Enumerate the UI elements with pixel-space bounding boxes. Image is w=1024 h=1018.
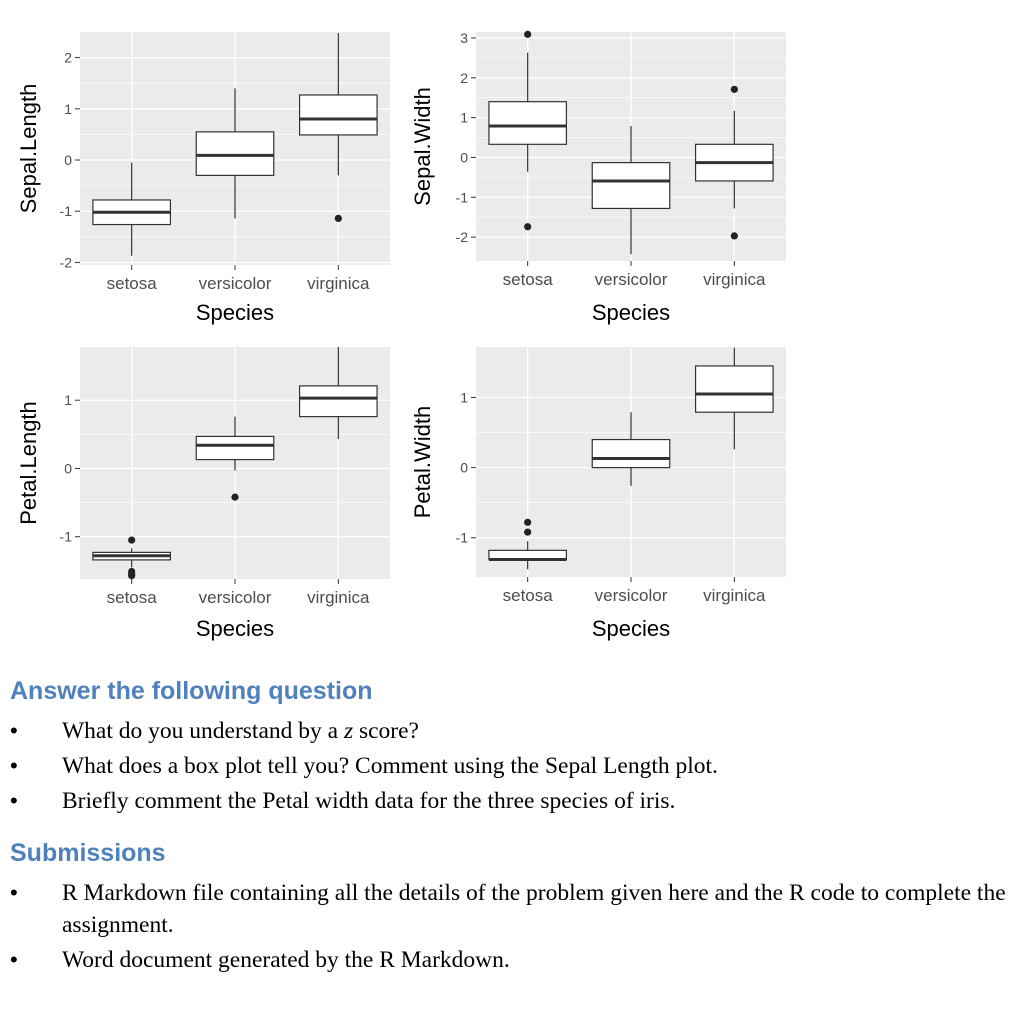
submissions-heading: Submissions	[10, 839, 166, 867]
iqr-box	[592, 440, 670, 468]
boxplot-panel	[16, 32, 390, 325]
outlier-point	[128, 537, 135, 544]
x-tick-label: setosa	[106, 588, 157, 607]
question-item	[0, 715, 1024, 747]
questions-list	[0, 715, 1024, 817]
question-item: • What does a box plot tell you? Comment using the Sepal Length plot.	[0, 750, 1024, 782]
y-tick-label: -2	[59, 254, 72, 271]
x-tick-label: versicolor	[198, 588, 272, 607]
y-tick-label: 1	[64, 392, 72, 409]
submission-item: • Word document generated by the R Markdown.	[0, 944, 1024, 976]
outlier-point	[524, 519, 531, 526]
questions-heading: Answer the following question	[10, 677, 373, 705]
submissions-list	[0, 877, 1024, 976]
outlier-point	[731, 86, 738, 93]
outlier-point	[731, 232, 738, 239]
outlier-point	[524, 31, 531, 38]
outlier-point	[335, 215, 342, 222]
y-tick-label: -1	[59, 203, 72, 220]
x-tick-label: setosa	[502, 270, 553, 289]
y-axis-title: Sepal.Width	[410, 87, 435, 206]
outlier-point	[524, 529, 531, 536]
y-tick-label: 0	[460, 459, 468, 476]
y-axis-title: Petal.Length	[16, 401, 41, 525]
y-tick-label: 2	[460, 69, 468, 86]
iqr-box	[300, 386, 378, 417]
y-tick-label: 0	[64, 152, 72, 169]
y-axis-title: Petal.Width	[410, 405, 435, 519]
boxplot-panel	[410, 347, 786, 641]
y-tick-label: 0	[460, 149, 468, 166]
x-tick-label: versicolor	[198, 274, 272, 293]
x-axis-title: Species	[195, 300, 275, 325]
y-tick-label: 0	[64, 460, 72, 477]
iqr-box	[196, 436, 274, 459]
y-tick-label: 3	[460, 29, 468, 46]
boxplot-panel	[410, 30, 786, 325]
x-axis-title: Species	[591, 300, 671, 325]
iqr-box	[592, 163, 670, 209]
x-axis-title: Species	[591, 616, 671, 641]
x-tick-label: setosa	[106, 274, 157, 293]
y-tick-label: -1	[59, 528, 72, 545]
iqr-box	[489, 102, 566, 145]
iqr-box	[196, 132, 274, 176]
outlier-point	[128, 572, 135, 579]
question-italic-z: z	[343, 718, 354, 744]
y-tick-label: 2	[64, 49, 72, 66]
x-tick-label: setosa	[502, 586, 553, 605]
y-tick-label: 1	[64, 100, 72, 117]
x-tick-label: virginica	[703, 586, 766, 605]
boxplot-panel	[16, 347, 390, 641]
question-text-before: What do you understand by a	[62, 718, 344, 744]
iqr-box	[300, 95, 378, 135]
x-tick-label: versicolor	[594, 270, 668, 289]
submission-item: • R Markdown file containing all the details of the problem given here and the R code to complete the assignment.	[0, 877, 1024, 941]
x-axis-title: Species	[195, 616, 275, 641]
x-tick-label: virginica	[307, 588, 370, 607]
y-tick-label: -1	[455, 529, 468, 546]
x-tick-label: versicolor	[594, 586, 668, 605]
y-tick-label: 1	[460, 389, 468, 406]
x-tick-label: virginica	[307, 274, 370, 293]
outlier-point	[524, 223, 531, 230]
question-item: • Briefly comment the Petal width data for the three species of iris.	[0, 785, 1024, 817]
y-tick-label: -1	[455, 189, 468, 206]
iqr-box	[696, 366, 774, 412]
y-tick-label: 1	[460, 109, 468, 126]
y-axis-title: Sepal.Length	[16, 83, 41, 214]
y-tick-label: -2	[455, 229, 468, 246]
x-tick-label: virginica	[703, 270, 766, 289]
question-text-after: score?	[353, 718, 419, 744]
outlier-point	[231, 494, 238, 501]
